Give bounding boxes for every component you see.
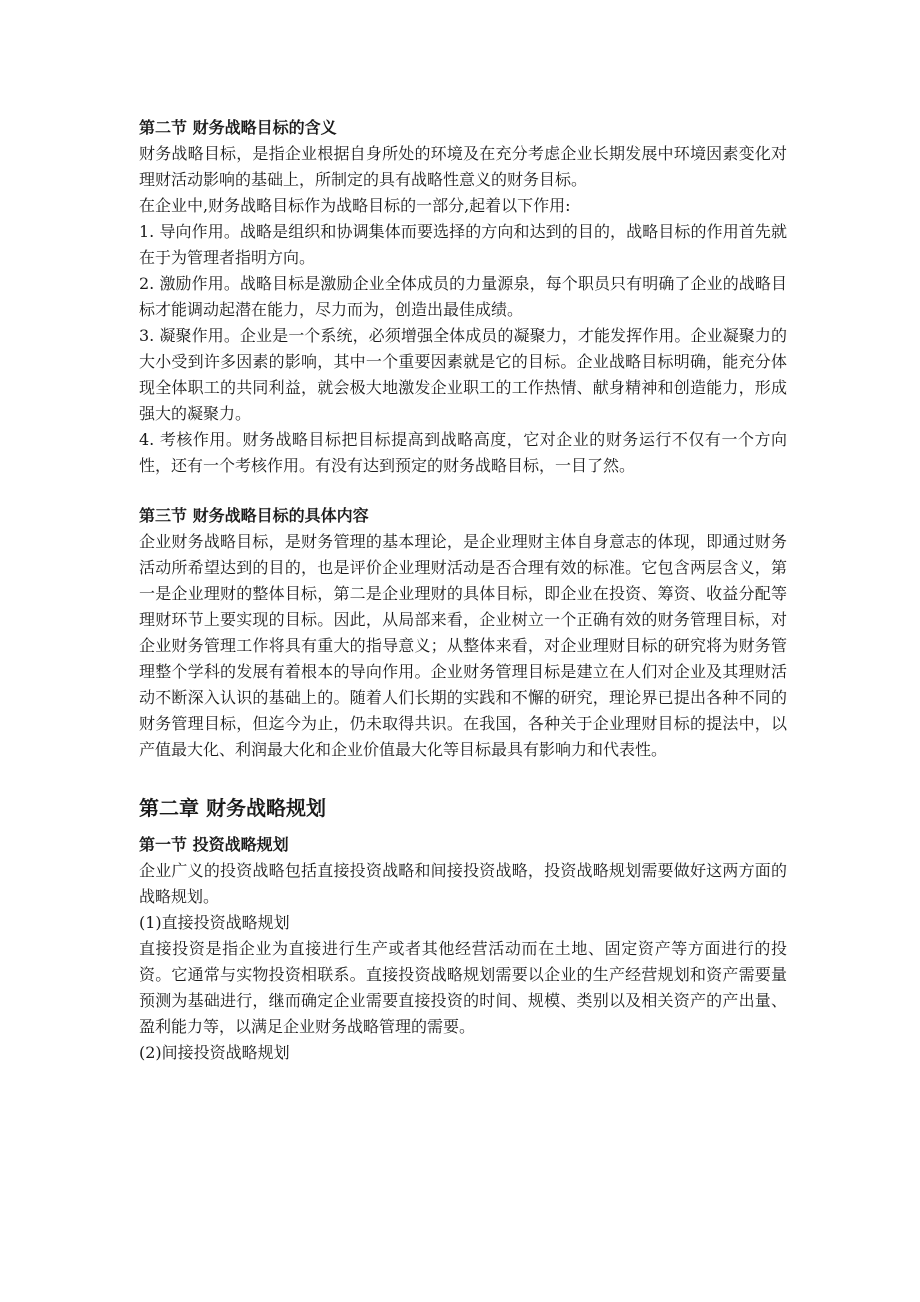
paragraph: 在企业中,财务战略目标作为战略目标的一部分,起着以下作用: — [139, 196, 571, 215]
subheading: (2)间接投资战略规划 — [139, 1043, 290, 1062]
list-item: 1. 导向作用。战略是组织和协调集体而要选择的方向和达到的目的，战略目标的作用首先就在于为管理者指明方向。 — [139, 222, 787, 267]
list-item: 4. 考核作用。财务战略目标把目标提高到战略高度，它对企业的财务运行不仅有一个方向性，还有一个考核作用。有没有达到预定的财务战略目标，一目了然。 — [139, 430, 787, 475]
chapter-heading: 第二章 财务战略规划 — [139, 796, 326, 820]
section-heading-2: 第二节 财务战略目标的含义 — [139, 118, 337, 137]
document-page — [139, 114, 787, 1066]
paragraph: 企业财务战略目标，是财务管理的基本理论，是企业理财主体自身意志的体现，即通过财务活动所希望达到的目的，也是评价企业理财活动是否合理有效的标准。它包含两层含义，第一是企业理财的整体目标，第二是企业理财的具体目标，即企业在投资、筹资、收益分配等理财环节上要实现的目标。因此，从局部来看，企业树立一个正确有效的财务管理目标，对企业财务管理工作将具有重大的指导意义；从整体来看，对企业理财目标的研究将为财务管理整个学科的发展有着根本的导向作用。企业财务管理目标是建立在人们对企业及其理财活动不断深入认识的基础上的。随着人们长期的实践和不懈的研究，理论界已提出各种不同的财务管理目标，但迄今为止，仍未取得共识。在我国，各种关于企业理财目标的提法中，以产值最大化、利润最大化和企业价值最大化等目标最具有影响力和代表性。 — [139, 532, 787, 759]
list-item: 3. 凝聚作用。企业是一个系统，必须增强全体成员的凝聚力，才能发挥作用。企业凝聚力的大小受到许多因素的影响，其中一个重要因素就是它的目标。企业战略目标明确，能充分体现全体职工的共同利益，就会极大地激发企业职工的工作热情、献身精神和创造能力，形成强大的凝聚力。 — [139, 326, 787, 423]
section-heading-3: 第三节 财务战略目标的具体内容 — [139, 506, 369, 525]
paragraph: 企业广义的投资战略包括直接投资战略和间接投资战略，投资战略规划需要做好这两方面的战略规划。 — [139, 861, 787, 906]
section-heading-1: 第一节 投资战略规划 — [139, 835, 289, 854]
subheading: (1)直接投资战略规划 — [139, 913, 290, 932]
paragraph: 直接投资是指企业为直接进行生产或者其他经营活动而在土地、固定资产等方面进行的投资。它通常与实物投资相联系。直接投资战略规划需要以企业的生产经营规划和资产需要量预测为基础进行，继而确定企业需要直接投资的时间、规模、类别以及相关资产的产出量、盈利能力等，以满足企业财务战略管理的需要。 — [139, 939, 787, 1036]
paragraph: 财务战略目标，是指企业根据自身所处的环境及在充分考虑企业长期发展中环境因素变化对理财活动影响的基础上，所制定的具有战略性意义的财务目标。 — [139, 144, 787, 189]
list-item: 2. 激励作用。战略目标是激励企业全体成员的力量源泉，每个职员只有明确了企业的战略目标才能调动起潜在能力，尽力而为，创造出最佳成绩。 — [139, 274, 787, 319]
